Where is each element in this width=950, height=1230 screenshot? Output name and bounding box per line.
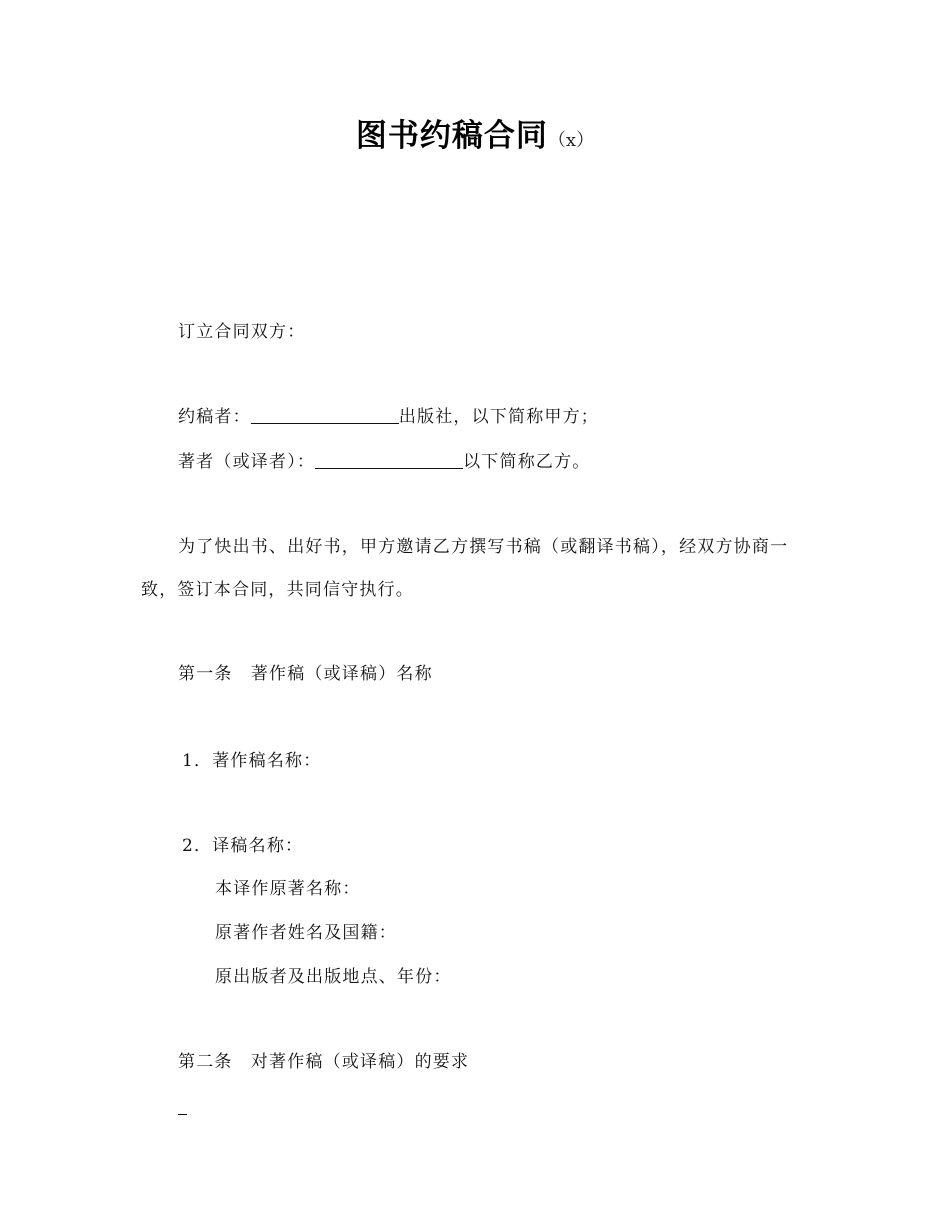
article-2-heading: 第二条 对著作稿（或译稿）的要求: [178, 1052, 470, 1072]
text-cursor-mark: [178, 1114, 187, 1115]
party-a-blank-field: [251, 406, 399, 424]
title-suffix: （x）: [547, 130, 595, 151]
original-publisher-field: 原出版者及出版地点、年份：: [215, 967, 452, 987]
party-b-label: 著者（或译者）：: [178, 452, 316, 472]
preamble-line-1: 为了快出书、出好书，甲方邀请乙方撰写书稿（或翻译书稿），经双方协商一: [178, 537, 789, 557]
party-b-suffix: 以下简称乙方。: [463, 452, 591, 472]
party-b-line: [178, 450, 591, 474]
party-a-label: 约稿者：: [178, 407, 251, 427]
original-author-field: 原著作者姓名及国籍：: [215, 923, 397, 943]
parties-heading: 订立合同双方：: [178, 322, 306, 342]
document-title: [0, 112, 950, 165]
title-text: 图书约稿合同: [355, 118, 548, 154]
original-work-title-field: 本译作原著名称：: [215, 879, 361, 899]
preamble-line-2: 致，签订本合同，共同信守执行。: [141, 580, 414, 600]
item-2-translation-title: 2．译稿名称：: [182, 836, 304, 856]
party-b-blank-field: [315, 451, 463, 469]
party-a-suffix: 出版社，以下简称甲方；: [398, 407, 600, 427]
item-1-work-title: 1．著作稿名称：: [182, 751, 322, 771]
article-1-heading: 第一条 著作稿（或译稿）名称: [178, 664, 433, 684]
party-a-line: [178, 405, 599, 429]
